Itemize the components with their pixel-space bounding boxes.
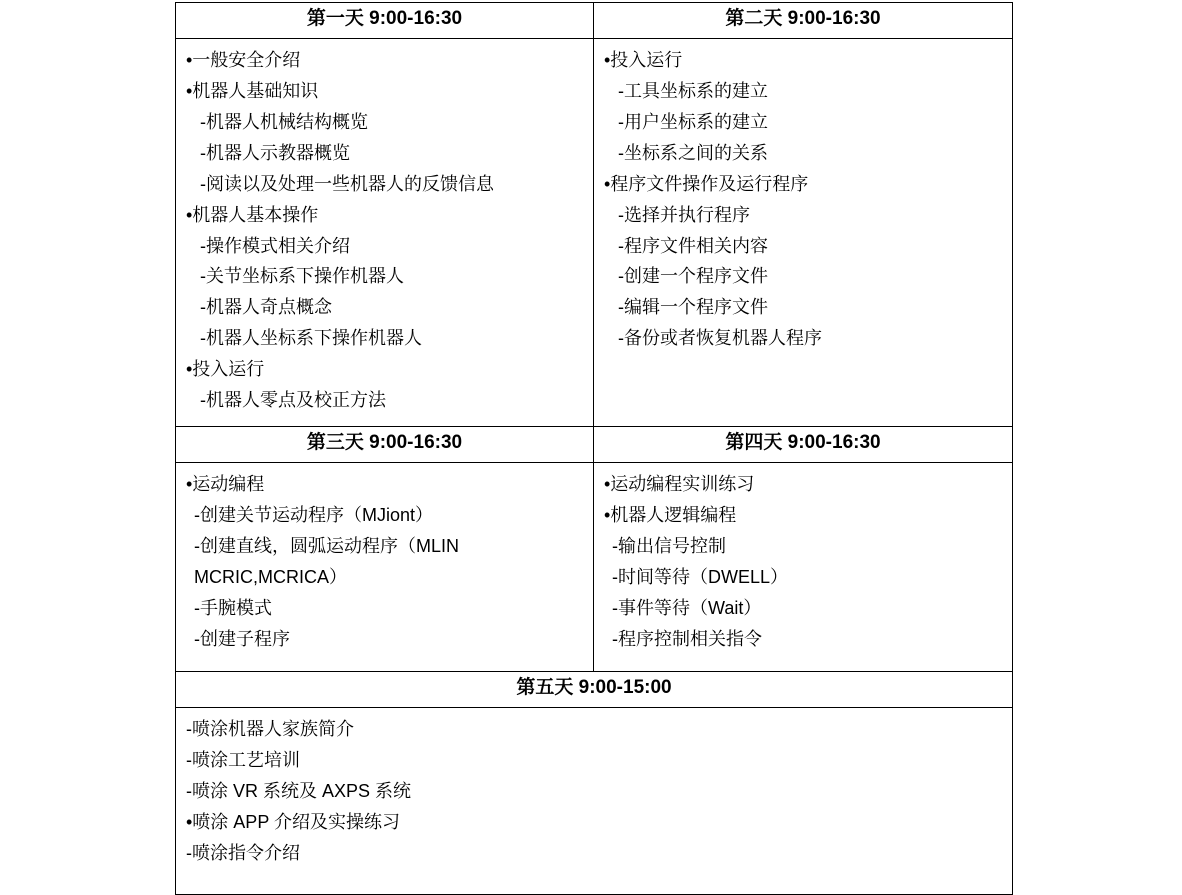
list-item: •一般安全介绍	[186, 49, 301, 70]
list-item: -坐标系之间的关系	[618, 142, 768, 163]
list-item: •机器人基础知识	[186, 80, 319, 101]
list-item: -机器人零点及校正方法	[200, 390, 386, 411]
table-row-header-day5	[176, 672, 1013, 708]
list-item: -机器人坐标系下操作机器人	[200, 328, 422, 349]
list-item: -喷涂指令介绍	[186, 842, 300, 863]
list-item: •机器人逻辑编程	[604, 504, 737, 525]
list-item: •喷涂 APP 介绍及实操练习	[186, 811, 400, 832]
day5-content-cell	[176, 707, 1013, 894]
list-item: -程序控制相关指令	[612, 628, 762, 649]
list-item: -喷涂机器人家族简介	[186, 718, 354, 739]
day1-content-cell	[176, 38, 594, 426]
day1-header-cell	[176, 3, 594, 39]
day2-title: 第二天 9:00-16:30	[725, 8, 881, 29]
list-item: -备份或者恢复机器人程序	[618, 328, 822, 349]
list-item: •投入运行	[604, 49, 683, 70]
day4-content-cell	[594, 463, 1013, 672]
list-item: -输出信号控制	[612, 535, 726, 556]
list-item: -喷涂 VR 系统及 AXPS 系统	[186, 780, 412, 801]
list-item: -事件等待（Wait）	[612, 597, 762, 618]
list-item: -阅读以及处理一些机器人的反馈信息	[200, 173, 494, 194]
day2-header-cell	[594, 3, 1013, 39]
table-row-body-day3-day4	[176, 463, 1013, 672]
list-item: •程序文件操作及运行程序	[604, 173, 809, 194]
day2-item-list	[594, 39, 1012, 365]
list-item: -工具坐标系的建立	[618, 80, 768, 101]
day5-header-cell	[176, 672, 1013, 708]
list-item: -创建子程序	[194, 628, 290, 649]
day3-title: 第三天 9:00-16:30	[306, 432, 463, 454]
day3-content-cell	[176, 463, 594, 672]
list-item: -创建直线，圆弧运动程序（MLIN MCRIC,MCRICA）	[194, 535, 459, 587]
day5-title: 第五天 9:00-15:00	[516, 677, 672, 699]
list-item: •运动编程	[186, 474, 265, 495]
day3-item-list	[176, 463, 593, 665]
list-item: -喷涂工艺培训	[186, 749, 300, 770]
list-item: -关节坐标系下操作机器人	[200, 266, 404, 287]
list-item: -编辑一个程序文件	[618, 297, 768, 318]
day1-title: 第一天 9:00-16:30	[306, 8, 463, 29]
list-item: -机器人奇点概念	[200, 297, 332, 318]
list-item: -程序文件相关内容	[618, 235, 768, 256]
list-item: -机器人机械结构概览	[200, 111, 368, 132]
list-item: -选择并执行程序	[618, 204, 750, 225]
day5-item-list	[176, 708, 1012, 879]
list-item: -创建关节运动程序（MJiont）	[194, 504, 434, 525]
list-item: -用户坐标系的建立	[618, 111, 768, 132]
table-row-body-day1-day2	[176, 38, 1013, 426]
training-schedule-table	[175, 2, 1013, 895]
list-item: -机器人示教器概览	[200, 142, 350, 163]
list-item: -手腕模式	[194, 597, 272, 618]
table-row-header-day1-day2	[176, 3, 1013, 39]
list-item: •运动编程实训练习	[604, 474, 755, 495]
table-row-body-day5	[176, 707, 1013, 894]
list-item: •机器人基本操作	[186, 204, 319, 225]
list-item: -操作模式相关介绍	[200, 235, 350, 256]
list-item: •投入运行	[186, 359, 265, 380]
day4-header-cell	[594, 427, 1013, 463]
day2-content-cell	[594, 38, 1013, 426]
list-item: -创建一个程序文件	[618, 266, 768, 287]
list-item: -时间等待（DWELL）	[612, 566, 789, 587]
day3-header-cell	[176, 427, 594, 463]
table-row-header-day3-day4	[176, 427, 1013, 463]
day4-title: 第四天 9:00-16:30	[725, 432, 881, 454]
day4-item-list	[594, 463, 1012, 665]
day1-item-list	[176, 39, 593, 426]
